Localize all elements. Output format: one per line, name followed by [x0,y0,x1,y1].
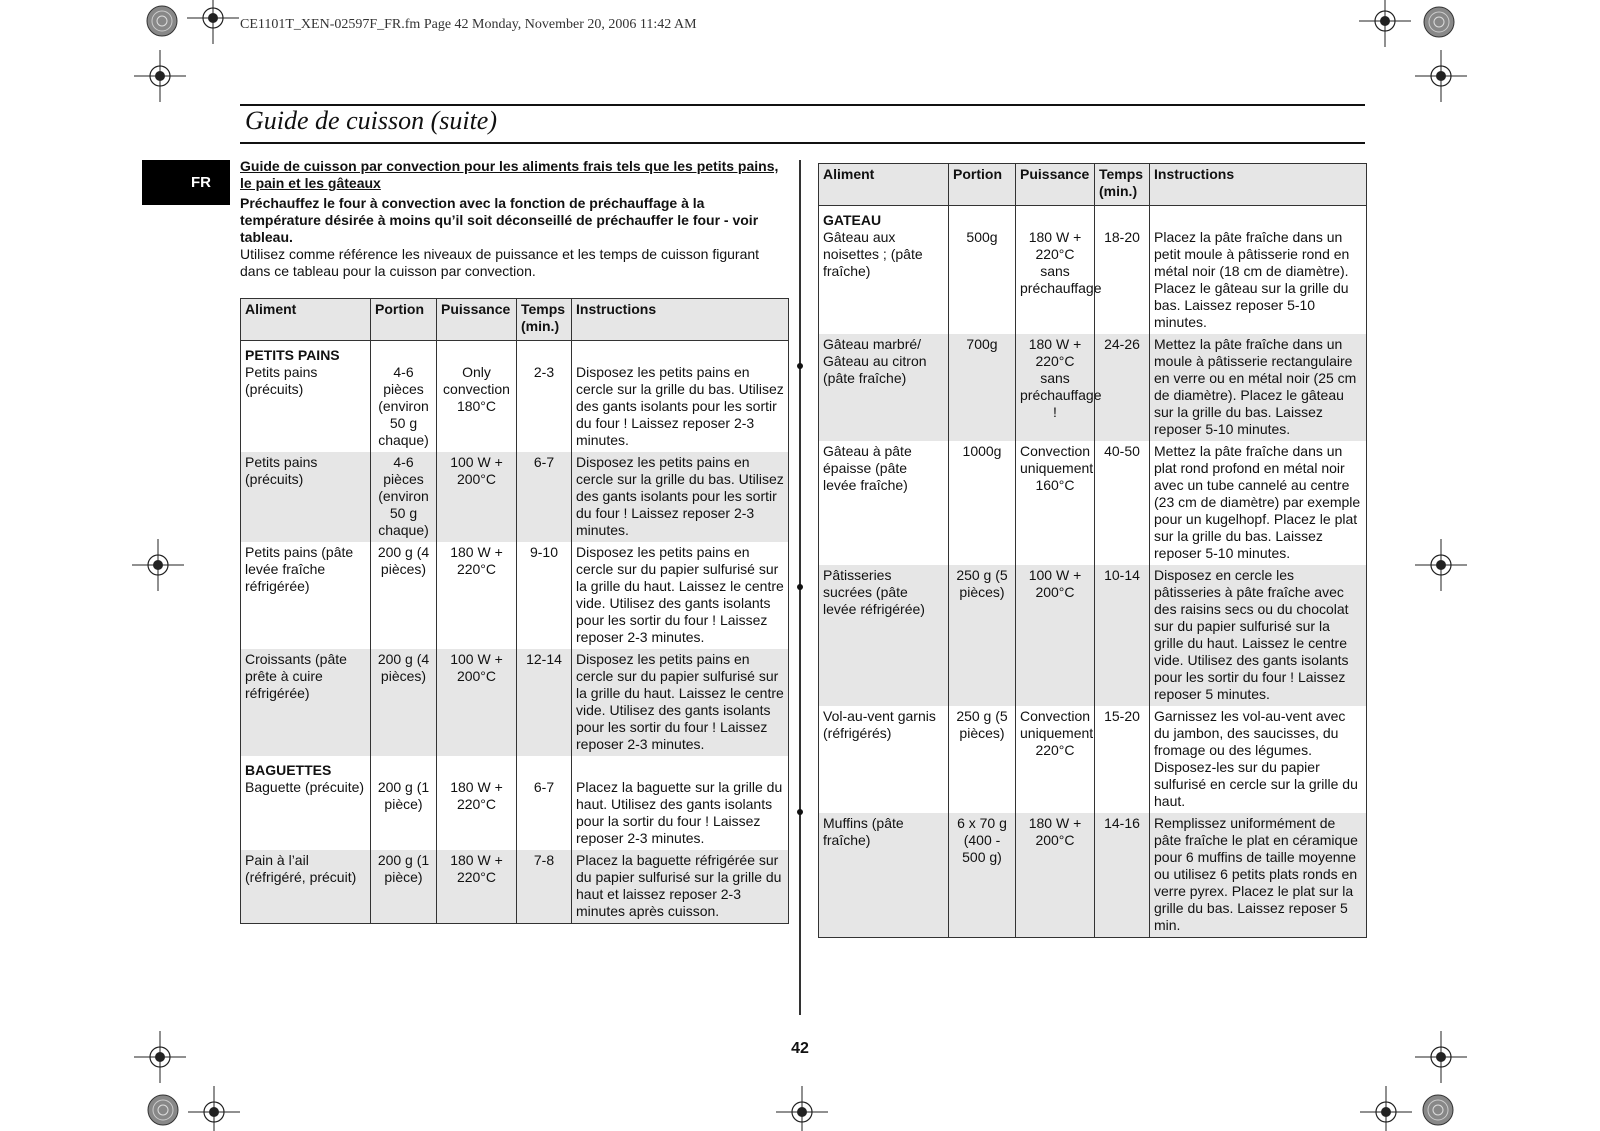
cell-puissance: 100 W + 200°C [1016,565,1095,706]
cell-aliment: Gâteau à pâte épaisse (pâte levée fraîche) [819,441,949,565]
cell-aliment: Pâtisseries sucrées (pâte levée réfrigérée) [819,565,949,706]
cell-temps: 14-16 [1095,813,1150,938]
cell-temps: 10-14 [1095,565,1150,706]
cell-temps: 9-10 [517,542,572,649]
cell-instructions: Placez la baguette sur la grille du haut. Utilisez des gants isolants pour la sortir du four ! Laissez reposer 2-3 minutes. [572,779,789,850]
col-portion: Portion [371,299,437,341]
cell-aliment: Petits pains (précuits) [241,452,371,542]
cell-instructions: Remplissez uniformément de pâte fraîche le plat en céramique pour 6 muffins de taille moyenne ou utilisez 6 petits plats ronds en verre pyrex. Placez le plat sur la grille du bas. Laissez reposer 5 min. [1150,813,1367,938]
table-header-row [819,164,1367,206]
section-label: BAGUETTES [241,756,371,779]
cell-aliment: Vol-au-vent garnis (réfrigérés) [819,706,949,813]
cell-puissance: 100 W + 200°C [437,649,517,756]
table-row [241,452,789,542]
divider-bullet [797,363,803,369]
cell-portion: 200 g (4 pièces) [371,649,437,756]
divider-bullet [797,809,803,815]
cell-instructions: Disposez les petits pains en cercle sur la grille du bas. Utilisez des gants isolants pour les sortir du four ! Laissez reposer 2-3 minutes. [572,364,789,452]
cell-portion: 200 g (1 pièce) [371,779,437,850]
col-portion: Portion [949,164,1016,206]
cell-portion: 200 g (4 pièces) [371,542,437,649]
col-instructions: Instructions [572,299,789,341]
cell-portion: 200 g (1 pièce) [371,850,437,924]
cell-aliment: Petits pains (pâte levée fraîche réfrigérée) [241,542,371,649]
cell-aliment: Gâteau aux noisettes ; (pâte fraîche) [819,229,949,334]
intro-block [240,158,780,280]
table-header-row [241,299,789,341]
cell-temps: 18-20 [1095,229,1150,334]
cell-aliment: Petits pains (précuits) [241,364,371,452]
cell-temps: 7-8 [517,850,572,924]
table-row [241,364,789,452]
language-tab-label: FR [191,174,211,191]
col-puissance: Puissance [437,299,517,341]
cell-temps: 40-50 [1095,441,1150,565]
cell-temps: 6-7 [517,779,572,850]
cell-puissance: Only convection 180°C [437,364,517,452]
cell-puissance: 180 W + 220°C sans préchauffage ! [1016,334,1095,441]
col-temps: Temps (min.) [1095,164,1150,206]
section-row [241,756,789,779]
title-rule-bottom [240,142,1365,144]
intro-text: Utilisez comme référence les niveaux de puissance et les temps de cuisson figurant dans ce tableau pour la cuisson par convection. [240,246,760,279]
col-temps: Temps (min.) [517,299,572,341]
col-aliment: Aliment [819,164,949,206]
cell-puissance: Convection uniquement 160°C [1016,441,1095,565]
right-cooking-table [818,163,1367,938]
cell-instructions: Garnissez les vol-au-vent avec du jambon, des saucisses, du fromage ou des légumes. Disposez-les sur du papier sulfurisé en cercle sur la grille du haut. [1150,706,1367,813]
intro-heading: Guide de cuisson par convection pour les aliments frais tels que les petits pains, le pain et les gâteaux [240,158,779,191]
cell-portion: 4-6 pièces (environ 50 g chaque) [371,452,437,542]
cell-instructions: Disposez les petits pains en cercle sur du papier sulfurisé sur la grille du haut. Laissez le centre vide. Utilisez des gants isolants pour les sortir du four ! Laissez reposer 2-3 minutes. [572,542,789,649]
intro-bold-note: Préchauffez le four à convection avec la fonction de préchauffage à la température désirée à moins qu’il soit déconseillé de préchauffer le four - voir tableau. [240,195,759,245]
cell-puissance: 180 W + 200°C [1016,813,1095,938]
col-instructions: Instructions [1150,164,1367,206]
section-row [819,206,1367,230]
cell-temps: 2-3 [517,364,572,452]
col-aliment: Aliment [241,299,371,341]
cell-portion: 1000g [949,441,1016,565]
cell-puissance: Convection uniquement 220°C [1016,706,1095,813]
cell-aliment: Muffins (pâte fraîche) [819,813,949,938]
cell-portion: 250 g (5 pièces) [949,706,1016,813]
col-puissance: Puissance [1016,164,1095,206]
divider-bullet [797,584,803,590]
cell-temps: 15-20 [1095,706,1150,813]
cell-aliment: Pain à l’ail (réfrigéré, précuit) [241,850,371,924]
cell-portion: 700g [949,334,1016,441]
cell-puissance: 100 W + 200°C [437,452,517,542]
cell-puissance: 180 W + 220°C [437,542,517,649]
file-info: CE1101T_XEN-02597F_FR.fm Page 42 Monday, November 20, 2006 11:42 AM [240,17,697,32]
cell-puissance: 180 W + 220°C [437,850,517,924]
cell-puissance: 180 W + 220°C [437,779,517,850]
cell-portion: 6 x 70 g (400 - 500 g) [949,813,1016,938]
page-number: 42 [791,1040,809,1057]
page-title: Guide de cuisson (suite) [245,106,498,135]
cell-instructions: Disposez en cercle les pâtisseries à pâte fraîche avec des raisins secs ou du chocolat sur du papier sulfurisé sur la grille du haut. Laissez le centre vide. Utilisez des gants isolants pour les sortir du four ! Laissez reposer 5 minutes. [1150,565,1367,706]
table-row [241,850,789,924]
table-row [819,229,1367,334]
section-row [241,341,789,365]
cell-instructions: Placez la baguette réfrigérée sur du papier sulfurisé sur la grille du haut et laissez reposer 2-3 minutes après cuisson. [572,850,789,924]
table-row [241,542,789,649]
table-row [819,441,1367,565]
cell-portion: 250 g (5 pièces) [949,565,1016,706]
cell-instructions: Disposez les petits pains en cercle sur la grille du bas. Utilisez des gants isolants pour les sortir du four ! Laissez reposer 2-3 minutes. [572,452,789,542]
table-row [241,649,789,756]
cell-temps: 12-14 [517,649,572,756]
cell-aliment: Baguette (précuite) [241,779,371,850]
cell-temps: 24-26 [1095,334,1150,441]
table-row [241,779,789,850]
cell-temps: 6-7 [517,452,572,542]
section-label: PETITS PAINS [241,341,371,365]
cell-instructions: Mettez la pâte fraîche dans un plat rond profond en métal noir avec un tube cannelé au centre (23 cm de diamètre) par exemple pour un kugelhopf. Placez le plat sur la grille du bas. Laissez reposer 5-10 minutes. [1150,441,1367,565]
cell-instructions: Mettez la pâte fraîche dans un moule à pâtisserie rectangulaire en verre ou en métal noir (25 cm de diamètre). Placez le gâteau sur la grille du bas. Laissez reposer 5-10 minutes. [1150,334,1367,441]
table-row [819,706,1367,813]
table-row [819,565,1367,706]
cell-aliment: Croissants (pâte prête à cuire réfrigérée) [241,649,371,756]
cell-aliment: Gâteau marbré/ Gâteau au citron (pâte fraîche) [819,334,949,441]
cell-instructions: Placez la pâte fraîche dans un petit moule à pâtisserie rond en métal noir (18 cm de diamètre). Placez le gâteau sur la grille du bas. Laissez reposer 5-10 minutes. [1150,229,1367,334]
left-cooking-table [240,298,789,924]
cell-portion: 4-6 pièces (environ 50 g chaque) [371,364,437,452]
table-row [819,813,1367,938]
language-tab [142,160,230,205]
cell-instructions: Disposez les petits pains en cercle sur du papier sulfurisé sur la grille du haut. Laissez le centre vide. Utilisez des gants isolants pour les sortir du four ! Laissez reposer 2-3 minutes. [572,649,789,756]
cell-portion: 500g [949,229,1016,334]
table-row [819,334,1367,441]
section-label: GATEAU [819,206,949,230]
cell-puissance: 180 W + 220°C sans préchauffage [1016,229,1095,334]
